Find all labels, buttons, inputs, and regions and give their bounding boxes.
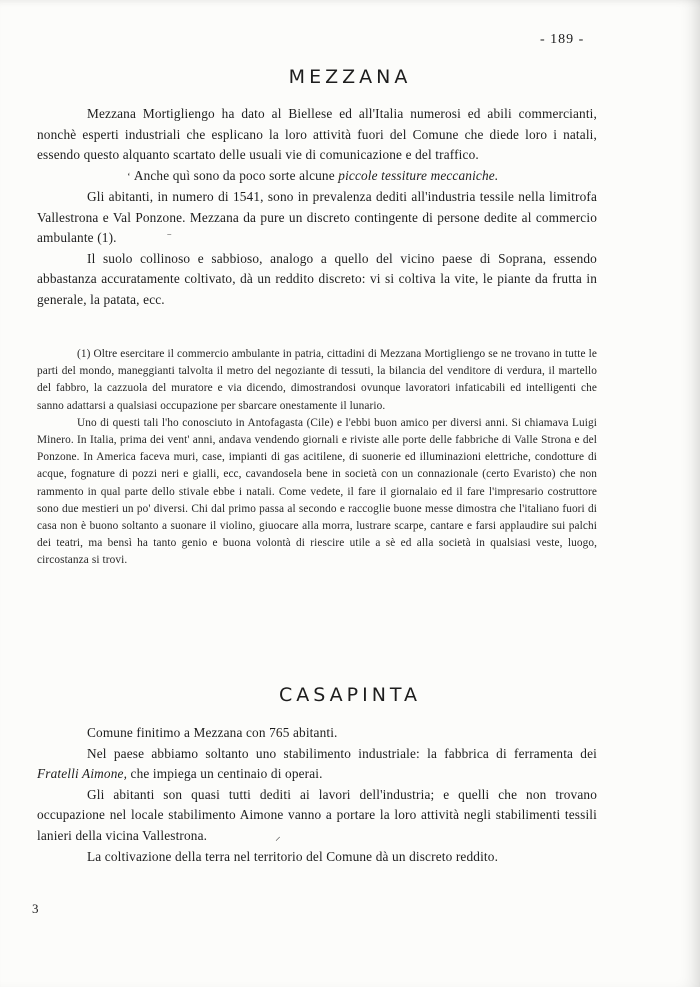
mezzana-paragraph-4: Il suolo collinoso e sabbioso, analogo a quello del vicino paese di Soprana, essendo abbastanza accuratamente coltivato, dà un reddito discreto: vi si coltiva la vite, le piante da frutta in generale, la patata, ecc. — [37, 250, 597, 307]
footnote-2: Uno di questi tali l'ho conosciuto in Antofagasta (Cile) e l'ebbi buon amico per diversi anni. Si chiamava Luigi Minero. In Italia, prima dei vent' anni, andava vendendo giornali e riviste alle porte delle fabbriche di Valle Strona e del Ponzone. In America faceva muri, case, impianti di gas acitilene, di suonerie ed illuminazioni elettriche, condotture di acque, fognature di pozzi neri e gialli, ecc, cavandosela bene in società con un connazionale (certo Evaristo) che non rammento in qual parte dello stivale ebbe i natali. Come vedete, il fare il giornalaio ed il fare l'impresario costruttore sono due mestieri un po' diversi. Chi dal primo passa al secondo e raccoglie buone messe dimostra che l'italiano fuori di casa non è buono soltanto a suonare il violino, giuocare alla morra, lustrare scarpe, cantare e farsi applaudire sui palchi dei teatri, ma bensì ha tanto genio e buona volontà di riescire utile a sè ed alla società in qualsiasi veste, luogo, circostanza si trovi. — [37, 416, 597, 567]
mezzana-paragraph-3: Gli abitanti, in numero di 1541, sono in prevalenza dediti all'industria tessile nella limitrofa Vallestrona e Val Ponzone. Mezzana da pure un discreto contingente di persone dedite al commercio ambulante (1). ⁻ — [37, 187, 597, 249]
footer-signature-number: 3 — [32, 901, 39, 916]
mezzana-paragraph-2: ʻ Anche quì sono da poco sorte alcune piccole tessiture meccaniche. — [37, 166, 597, 188]
mezzana-paragraph-1: Mezzana Mortigliengo ha dato al Biellese ed all'Italia numerosi ed abili commercianti, nonchè esperti industriali che esplicano la loro attività fuori del Comune che diede loro i natali, essendo questo alquanto scartato delle usuali vie di comunicazione e del traffico. — [37, 106, 597, 162]
footnote-1: (1) Oltre esercitare il commercio ambulante in patria, cittadini di Mezzana Mortigliengo se ne trovano in tutte le parti del mondo, maneggianti talvolta il metro del negoziante di tessuti, la bilancia del venditore di verdura, il martello del fabbro, la cazzuola del muratore e via dicendo, dimostrandosi ovunque lavoratori infaticabili ed intelligenti che sanno adattarsi a qualsiasi occupazione per sbarcare onestamente il lunario. — [37, 348, 597, 412]
handwritten-mark: ʻ — [127, 170, 131, 183]
casapinta-paragraph-1: Comune finitimo a Mezzana con 765 abitanti. — [87, 725, 338, 740]
handwritten-mark: ⸝ — [275, 830, 281, 843]
casapinta-body — [37, 723, 597, 868]
casapinta-paragraph-3: Gli abitanti son quasi tutti dediti ai lavori dell'industria; e quelli che non trovano occupazione nel locale stabilimento Aimone vanno a portare la loro attività negli stabilimenti tessili lanieri della vicina Vallestrona. ⸝ — [37, 785, 597, 848]
mezzana-body — [37, 104, 597, 310]
section-title-casapinta: CASAPINTA — [278, 684, 422, 706]
handwritten-mark: ⁻ — [166, 232, 173, 243]
footnotes — [37, 346, 597, 570]
page-number: - 189 - — [540, 32, 585, 47]
section-title-mezzana: MEZZANA — [288, 66, 412, 88]
italic-phrase: piccole tessiture meccaniche. — [338, 167, 499, 183]
italic-company-name: Fratelli Aimone, — [37, 766, 128, 781]
casapinta-paragraph-2: Nel paese abbiamo soltanto uno stabilimento industriale: la fabbrica di ferramenta dei Fratelli Aimone, che impiega un centinaio di operai. — [37, 745, 597, 781]
casapinta-paragraph-4: La coltivazione della terra nel territorio del Comune dà un discreto reddito. — [87, 849, 499, 864]
